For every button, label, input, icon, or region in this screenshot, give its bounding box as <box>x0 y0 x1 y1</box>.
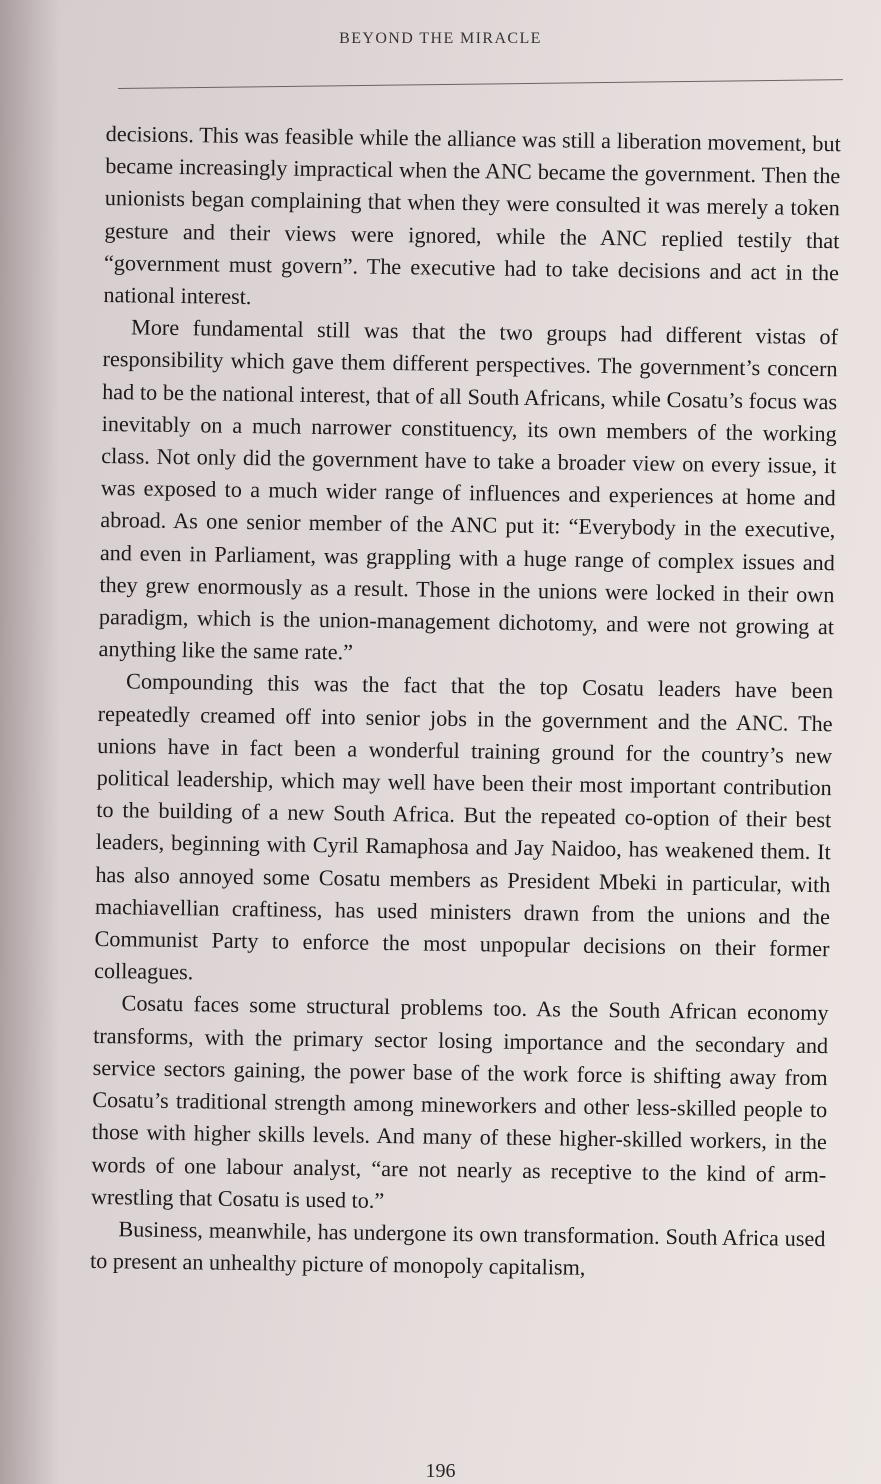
paragraph: Compounding this was the fact that the top Cosatu leaders have been repeatedly creamed off into senior jobs in the government and the ANC. The unions have in fact been a wonderful training ground for the country’s new political leadership, which may well have been their most important contribution to the building of a new South Africa. But the repeated co-option of their best leaders, beginning with Cyril Ramaphosa and Jay Naidoo, has weakened them. It has also annoyed some Cosatu members as President Mbeki in particular, with machiavellian craftiness, has used ministers drawn from the unions and the Communist Party to enforce the most unpopular decisions on their former colleagues. <box>93 668 834 985</box>
paragraph: More fundamental still was that the two groups had different vistas of responsibility which gave them different perspectives. The government’s concern had to be the national interest, that of all South Africans, while Cosatu’s focus was inevitably on a much narrower constituency, its own members of the working class. Not only did the government have to take a broader view on every issue, it was exposed to a much wider range of influences and experiences at home and abroad. As one senior member of the ANC put it: “Everybody in the executive, and even in Parliament, was grappling with a huge range of complex issues and they grew enormously as a result. Those in the unions were locked in their own paradigm, which is the union-management dichotomy, and were not growing at anything like the same rate.” <box>98 314 839 665</box>
page-number: 196 <box>425 1460 456 1482</box>
body-text <box>90 118 841 1287</box>
header-rule <box>118 79 843 89</box>
paragraph: decisions. This was feasible while the alliance was still a liberation movement, but became increasingly impractical when the ANC became the government. Then the unionists began complaining that when they were consulted it was merely a token gesture and their views were ignored, while the ANC replied testily that “government must govern”. The executive had to take decisions and act in the national interest. <box>103 120 841 310</box>
paragraph: Cosatu faces some structural problems too. As the South African economy transforms, with the primary sector losing importance and the secondary and service sectors gaining, the power base of the work force is shifting away from Cosatu’s traditional strength among mineworkers and other less-skilled people to those with higher skills levels. And many of these higher-skilled workers, in the words of one labour analyst, “are not nearly as receptive to the kind of arm-wrestling that Cosatu is used to.” <box>90 990 829 1213</box>
page-edge-shadow <box>0 0 60 1484</box>
paragraph: Business, meanwhile, has undergone its own transformation. South Africa used to present an unhealthy picture of monopoly capitalism, <box>89 1216 826 1280</box>
running-head: BEYOND THE MIRACLE <box>339 30 542 47</box>
